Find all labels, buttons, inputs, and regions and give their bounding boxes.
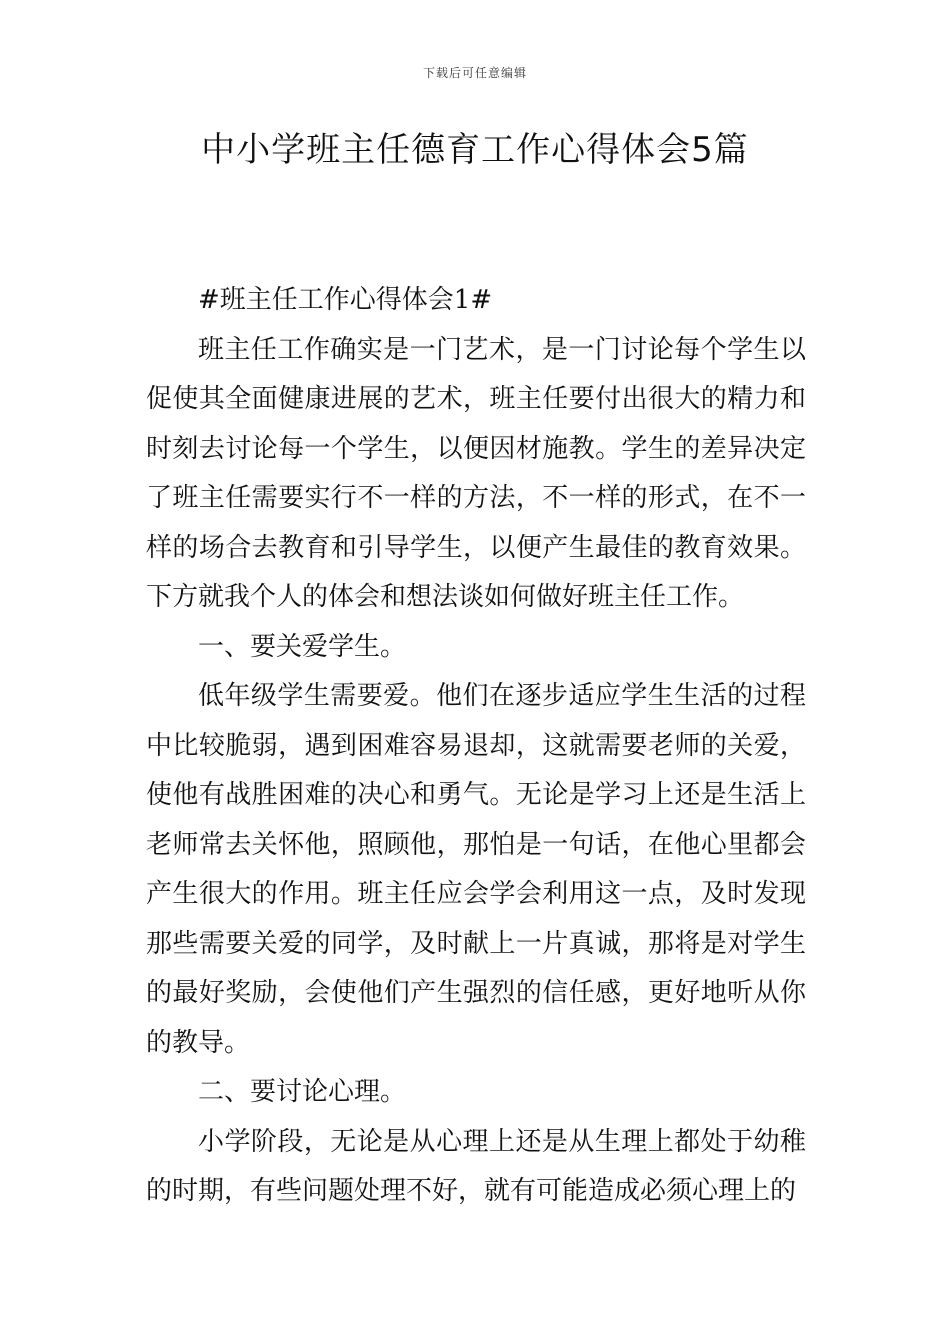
subheading-psychology: 二、要讨论心理。 <box>198 1077 407 1107</box>
paragraph-intro: 班主任工作确实是一门艺术，是一门讨论每个学生以促使其全面健康进展的艺术，班主任要付出很大的精力和时刻去讨论每一个学生，以便因材施教。学生的差异决定了班主任需要实行不一样的方法，不一样的形式，在不一样的场合去教育和引导学生，以便产生最佳的教育效果。下方就我个人的体会和想法谈如何做好班主任工作。 <box>146 334 806 612</box>
paragraph-psychology: 小学阶段，无论是从心理上还是从生理上都处于幼稚的时期，有些问题处理不好，就有可能造成必须心理上的 <box>146 1126 806 1206</box>
paragraph-care-students: 低年级学生需要爱。他们在逐步适应学生生活的过程中比较脆弱，遇到困难容易退却，这就需要老师的关爱，使他有战胜困难的决心和勇气。无论是学习上还是生活上老师常去关怀他，照顾他，那怕是一句话，在他心里都会产生很大的作用。班主任应会学会利用这一点，及时发现那些需要关爱的同学，及时献上一片真诚，那将是对学生的最好奖励，会使他们产生强烈的信任感，更好地听从你的教导。 <box>146 681 806 1058</box>
document-title: 中小学班主任德育工作心得体会5篇 <box>201 130 749 170</box>
document-body <box>146 276 806 1217</box>
section-heading-1: #班主任工作心得体会1# <box>198 285 493 315</box>
subheading-care-students: 一、要关爱学生。 <box>198 631 407 662</box>
header-note: 下载后可任意编辑 <box>422 66 527 80</box>
